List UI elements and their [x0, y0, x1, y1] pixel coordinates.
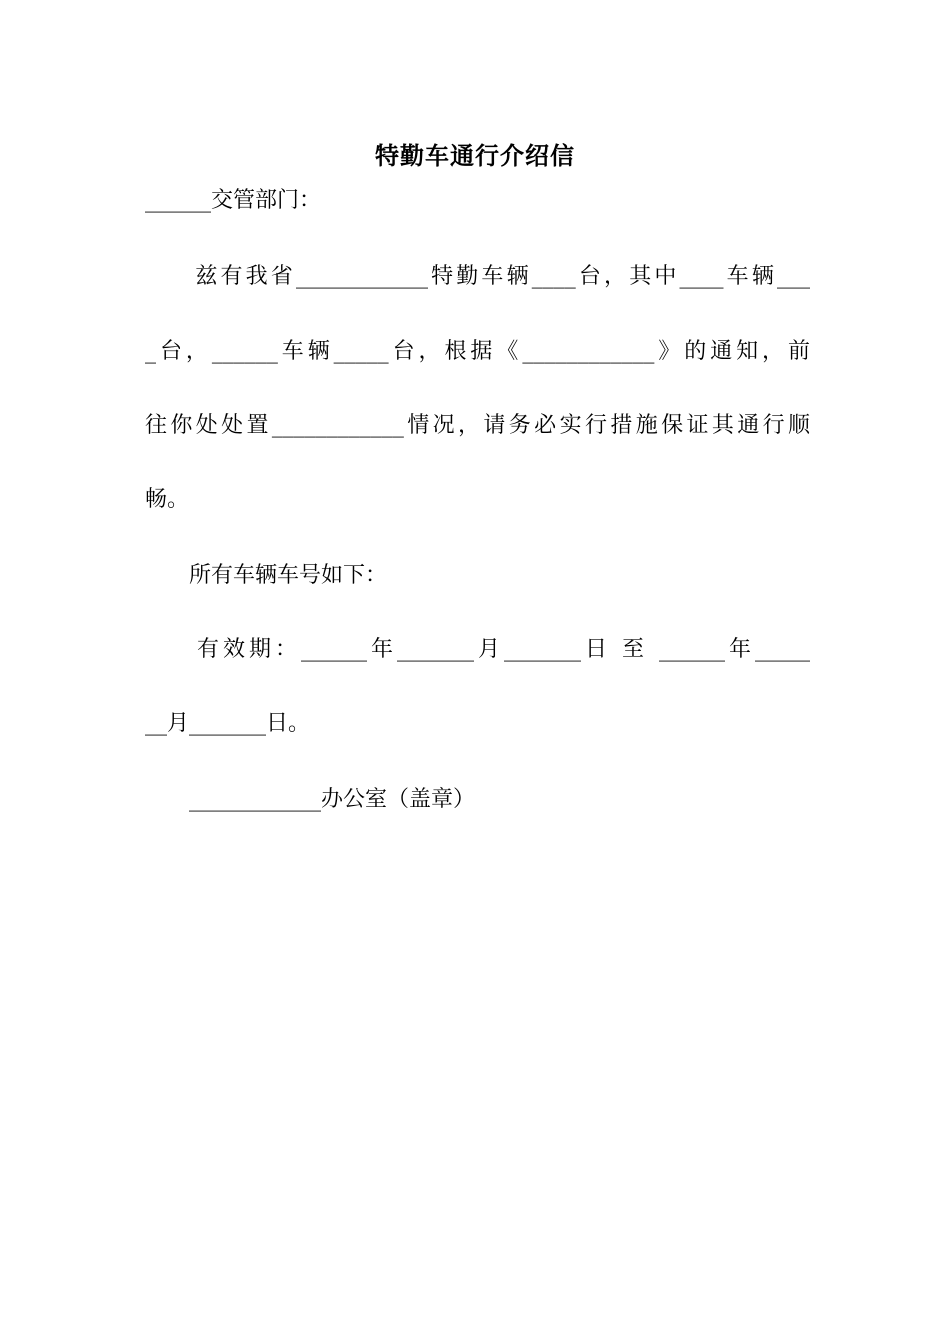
- validity-line-1: 有效期：______年_______月_______日 至 ______年_____: [145, 637, 810, 662]
- body-line-1: 兹有我省____________特勤车辆____台，其中____车辆___: [145, 264, 810, 289]
- validity-line-2: __月_______日。: [145, 711, 311, 736]
- vehicle-numbers-line: 所有车辆车号如下：: [145, 563, 388, 588]
- body-line-4: 畅。: [145, 487, 190, 512]
- signature-line: ____________办公室（盖章）: [145, 787, 476, 812]
- body-line-2: _台，______车辆_____台，根据《____________》的通知，前: [145, 339, 810, 364]
- salutation-line: ______交管部门：: [145, 188, 322, 213]
- document-title: 特勤车通行介绍信: [375, 141, 575, 170]
- body-line-3: 往你处处置____________情况，请务必实行措施保证其通行顺: [145, 413, 810, 438]
